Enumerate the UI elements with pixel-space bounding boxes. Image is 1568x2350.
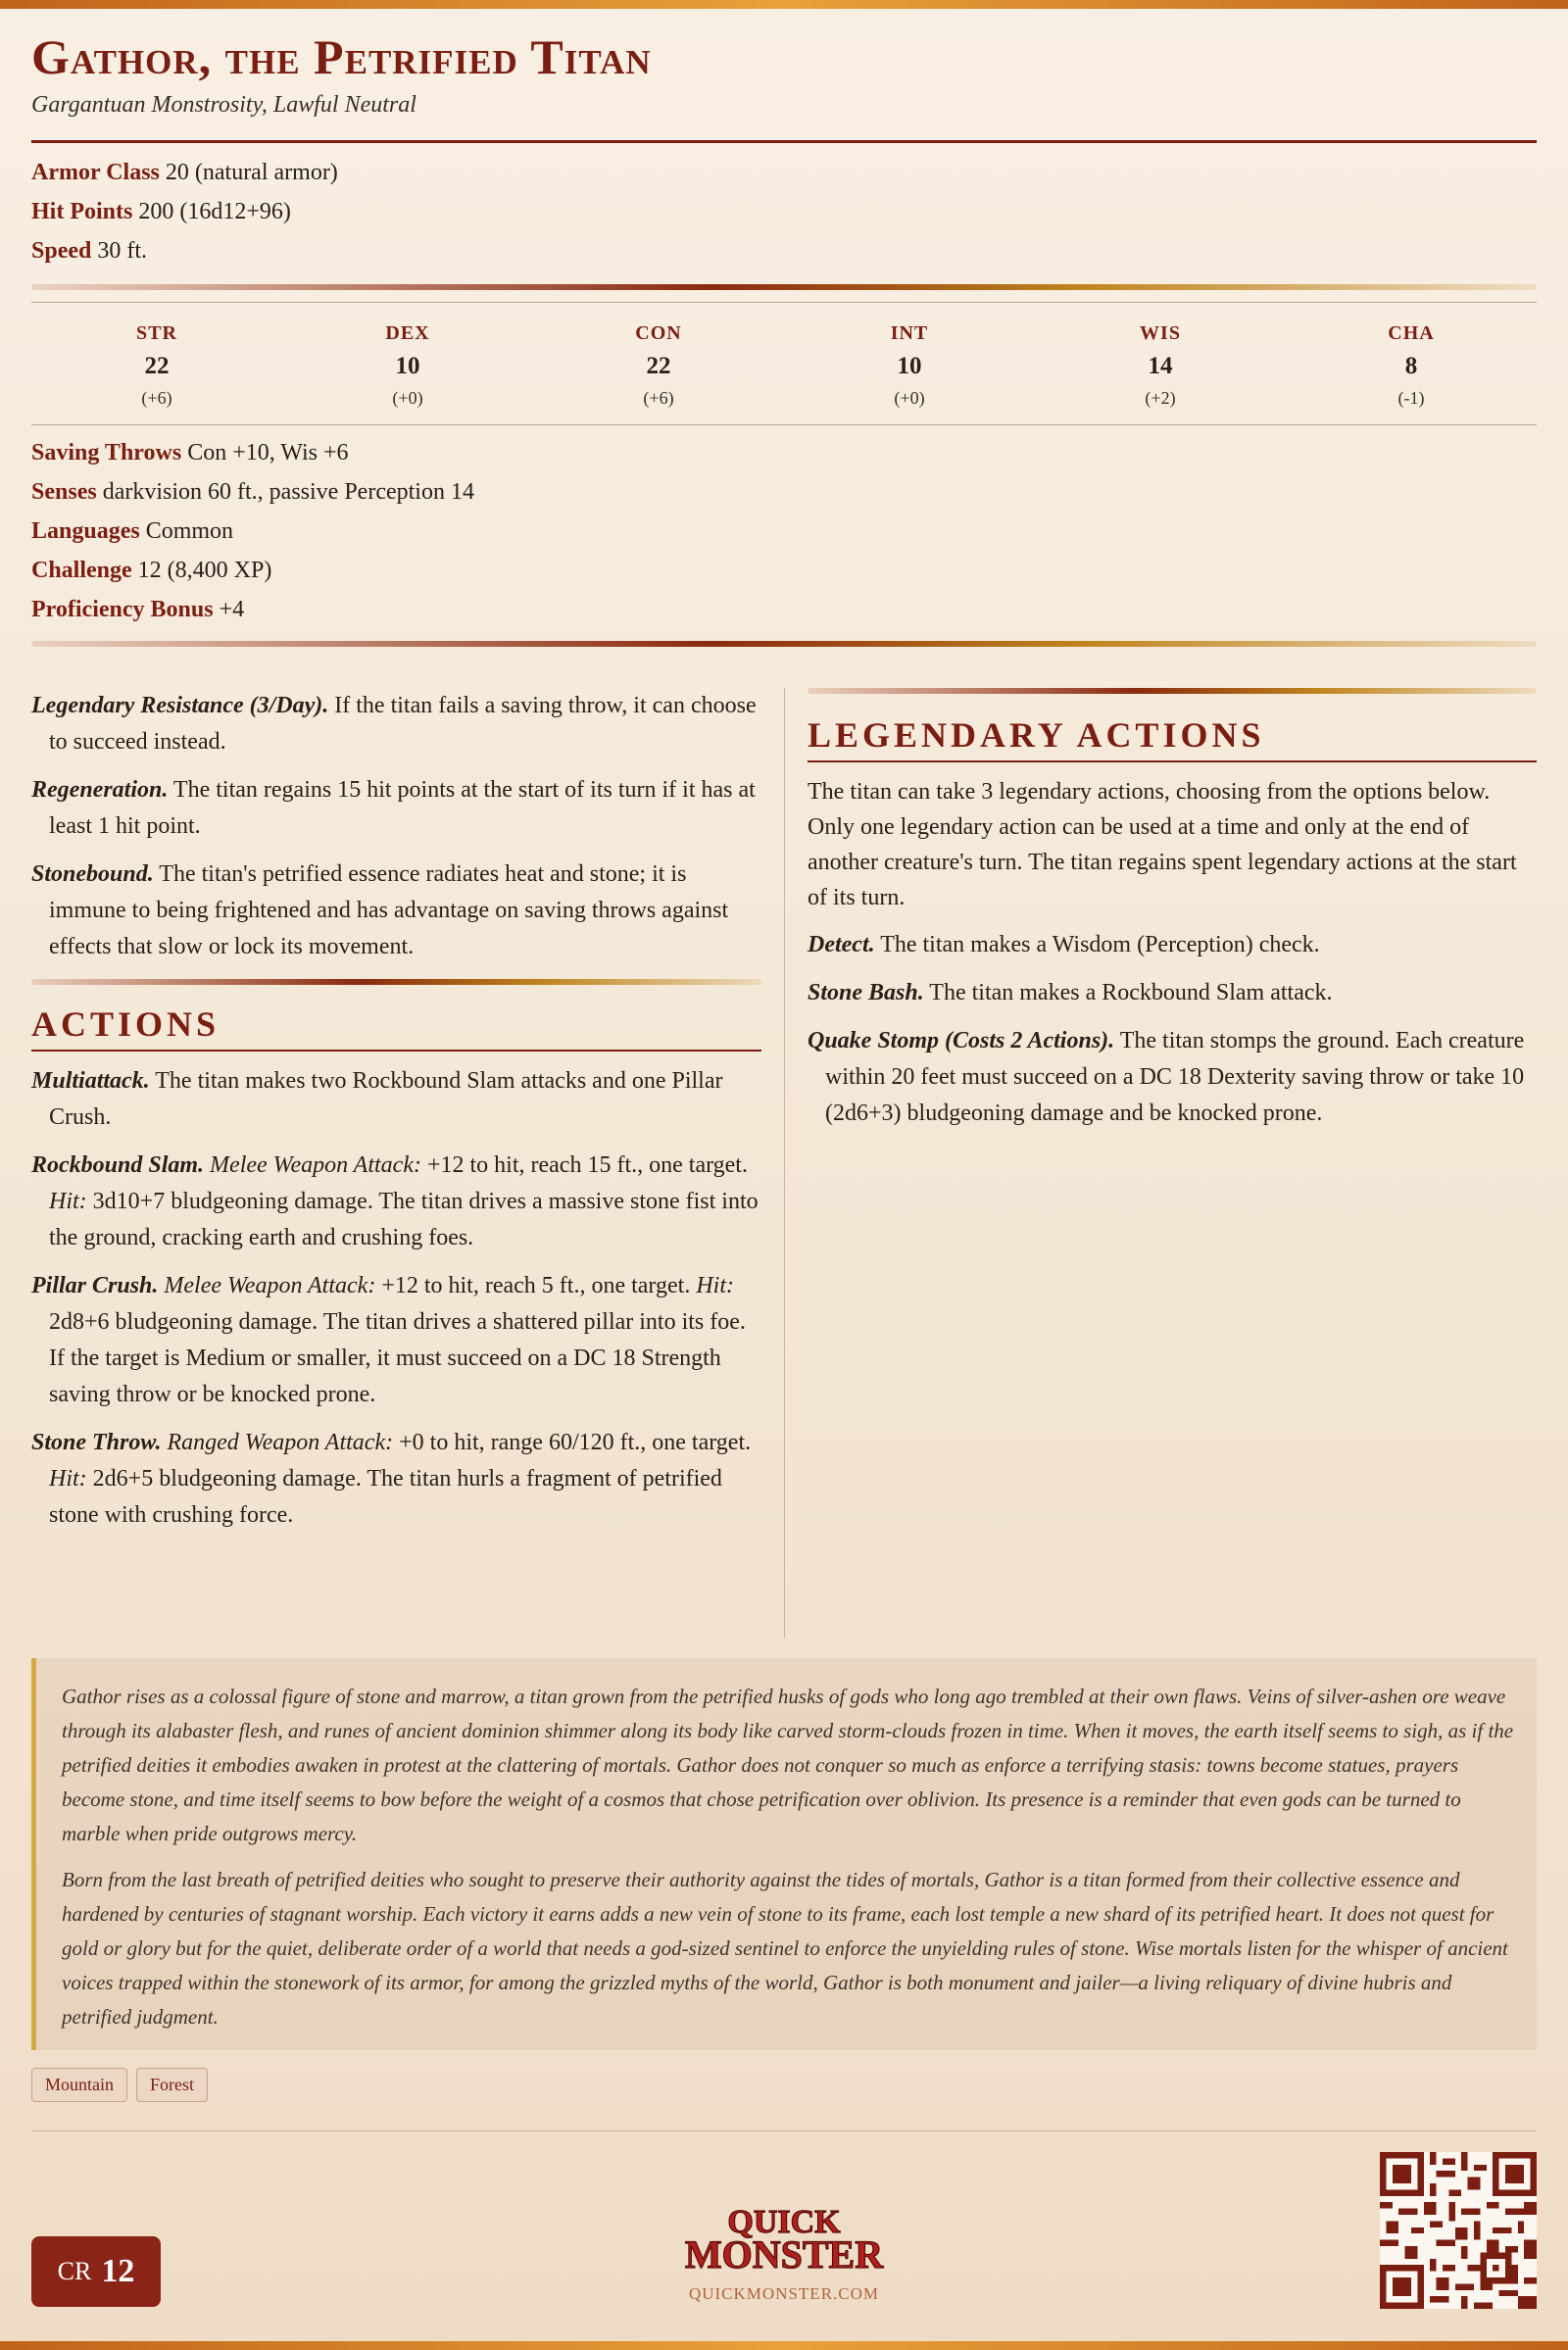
section-divider bbox=[31, 284, 1537, 290]
qr-code-icon[interactable] bbox=[1380, 2152, 1537, 2309]
stat-value: Con +10, Wis +6 bbox=[187, 440, 349, 465]
ability-mod: (+0) bbox=[894, 388, 925, 408]
ability-mod: (+6) bbox=[141, 388, 172, 408]
attack-stats: +0 to hit, range 60/120 ft., one target. bbox=[399, 1430, 752, 1455]
legendary-text: The titan makes a Wisdom (Perception) check. bbox=[880, 932, 1320, 957]
attack-stats: +12 to hit, reach 5 ft., one target. bbox=[381, 1273, 691, 1298]
ability-wis bbox=[1035, 303, 1286, 424]
actions-heading: ACTIONS bbox=[31, 1003, 761, 1052]
legendary-detect bbox=[808, 927, 1537, 963]
trait-text: The titan regains 15 hit points at the start of its turn if it has at least 1 hit point. bbox=[49, 777, 756, 839]
stat-label: Languages bbox=[31, 518, 140, 544]
action-name: Rockbound Slam. bbox=[31, 1152, 205, 1178]
ability-score: 10 bbox=[897, 353, 922, 379]
ability-name: CON bbox=[635, 322, 682, 344]
ability-score: 22 bbox=[144, 353, 170, 379]
legendary-intro: The titan can take 3 legendary actions, choosing from the options below. Only one legendary action can be used at a time and only at the end of another creature's turn. The titan regains spent legendary actions at the start of its turn. bbox=[808, 779, 1517, 910]
legendary-stone-bash bbox=[808, 975, 1537, 1011]
saving-throws-row bbox=[31, 433, 1537, 472]
speed-row bbox=[31, 231, 1537, 270]
quickmonster-logo[interactable] bbox=[652, 2199, 916, 2304]
column-divider bbox=[784, 688, 785, 1639]
ability-name: CHA bbox=[1388, 322, 1435, 344]
legendary-quake-stomp bbox=[808, 1023, 1537, 1132]
stat-label: Proficiency Bonus bbox=[31, 597, 214, 622]
action-name: Stone Throw. bbox=[31, 1430, 162, 1455]
action-name: Pillar Crush. bbox=[31, 1273, 159, 1298]
stat-value: 20 (natural armor) bbox=[165, 160, 338, 185]
monster-type: Gargantuan Monstrosity, Lawful Neutral bbox=[31, 92, 416, 118]
trait-text: The titan's petrified essence radiates heat and stone; it is immune to being frightened and has advantage on saving throws against effects that slow or lock its movement. bbox=[49, 861, 729, 959]
ability-score: 14 bbox=[1148, 353, 1173, 379]
action-multiattack bbox=[31, 1063, 761, 1136]
logo-line-2: MONSTER bbox=[684, 2232, 884, 2277]
trait-name: Legendary Resistance (3/Day). bbox=[31, 693, 329, 718]
legendary-text: The titan stomps the ground. Each creature within 20 feet must succeed on a DC 18 Dexterity saving throw or take 10 (2d6+3) bludgeoning damage and be knocked prone. bbox=[825, 1028, 1525, 1126]
trait-legendary-resistance bbox=[31, 688, 761, 760]
cr-value: 12 bbox=[101, 2253, 135, 2289]
title-divider bbox=[31, 140, 1537, 143]
stat-block-header bbox=[31, 27, 1537, 647]
ability-con bbox=[533, 303, 784, 424]
languages-row bbox=[31, 512, 1537, 551]
legendary-actions-heading: LEGENDARY ACTIONS bbox=[808, 713, 1537, 762]
trait-name: Regeneration. bbox=[31, 777, 169, 803]
stat-label: Hit Points bbox=[31, 199, 133, 224]
legendary-name: Quake Stomp (Costs 2 Actions). bbox=[808, 1028, 1115, 1053]
right-column bbox=[808, 688, 1537, 1144]
ability-mod: (+6) bbox=[643, 388, 674, 408]
section-divider bbox=[31, 641, 1537, 647]
legendary-text: The titan makes a Rockbound Slam attack. bbox=[929, 980, 1333, 1005]
lore-paragraph: Gathor rises as a colossal figure of stone and marrow, a titan grown from the petrified husks of gods who long ago trembled at their own flaws. Veins of silver-ashen ore weave through its alabaster flesh, and runes of ancient dominion shimmer along its body like carved storm-clouds frozen in time. When it moves, the earth itself seems to sigh, as if the petrified deities it embodies awaken in protest at the clattering of mortals. Gathor does not conquer so much as enforce a terrifying stasis: towns become statues, prayers become stone, and time itself seems to bow before the weight of a cosmos that chose petrification over oblivion. Its presence is a reminder that even gods can be turned to marble when pride outgrows mercy. bbox=[62, 1685, 1514, 1845]
action-text: 3d10+7 bludgeoning damage. The titan drives a massive stone fist into the ground, cracking earth and crushing foes. bbox=[49, 1189, 759, 1250]
stat-value: +4 bbox=[219, 597, 245, 622]
legendary-name: Detect. bbox=[808, 932, 875, 957]
action-pillar-crush bbox=[31, 1268, 761, 1413]
trait-stonebound bbox=[31, 857, 761, 965]
hit-points-row bbox=[31, 192, 1537, 231]
section-divider bbox=[808, 688, 1537, 694]
stat-label: Speed bbox=[31, 238, 92, 264]
challenge-rating-badge bbox=[31, 2236, 161, 2307]
cr-label: CR bbox=[57, 2257, 92, 2285]
attack-stats: +12 to hit, reach 15 ft., one target. bbox=[426, 1152, 748, 1178]
ability-score: 10 bbox=[395, 353, 420, 379]
ability-name: STR bbox=[136, 322, 177, 344]
armor-class-row bbox=[31, 153, 1537, 192]
ability-name: INT bbox=[890, 322, 929, 344]
action-rockbound-slam bbox=[31, 1148, 761, 1256]
two-column-body bbox=[31, 688, 1537, 1639]
action-name: Multiattack. bbox=[31, 1068, 150, 1094]
ability-score: 8 bbox=[1404, 353, 1418, 379]
footer-divider bbox=[31, 2130, 1537, 2131]
stat-value: Common bbox=[145, 518, 234, 544]
top-accent-bar bbox=[0, 0, 1568, 9]
attack-type: Melee Weapon Attack: bbox=[210, 1152, 421, 1178]
ability-name: DEX bbox=[385, 322, 430, 344]
actions-list bbox=[31, 1063, 761, 1534]
ability-mod: (+2) bbox=[1145, 388, 1176, 408]
abilities-bottom-line bbox=[31, 424, 1537, 425]
monster-name: Gathor, the Petrified Titan bbox=[31, 29, 652, 84]
hit-label: Hit: bbox=[49, 1189, 87, 1214]
bottom-accent-bar bbox=[0, 2341, 1568, 2350]
action-text: 2d6+5 bludgeoning damage. The titan hurls a fragment of petrified stone with crushing force. bbox=[49, 1466, 722, 1528]
detail-stats bbox=[31, 433, 1537, 629]
ability-str bbox=[31, 303, 282, 424]
ability-int bbox=[784, 303, 1035, 424]
basic-stats bbox=[31, 153, 1537, 270]
attack-type: Melee Weapon Attack: bbox=[164, 1273, 376, 1298]
left-column bbox=[31, 688, 761, 1545]
tag-forest[interactable]: Forest bbox=[136, 2068, 208, 2102]
stat-value: 200 (16d12+96) bbox=[138, 199, 291, 224]
stat-label: Armor Class bbox=[31, 160, 160, 185]
action-stone-throw bbox=[31, 1425, 761, 1534]
tag-list bbox=[31, 2068, 208, 2102]
stat-value: 12 (8,400 XP) bbox=[137, 558, 272, 583]
logo-line-1: QUICK bbox=[727, 2204, 841, 2240]
trait-name: Stonebound. bbox=[31, 861, 154, 887]
stat-label: Senses bbox=[31, 479, 97, 505]
stat-value: darkvision 60 ft., passive Perception 14 bbox=[102, 479, 474, 505]
ability-mod: (-1) bbox=[1397, 388, 1425, 408]
action-text: 2d8+6 bludgeoning damage. The titan drives a shattered pillar into its foe. If the target is Medium or smaller, it must succeed on a DC 18 Strength saving throw or be knocked prone. bbox=[49, 1309, 746, 1407]
ability-mod: (+0) bbox=[392, 388, 423, 408]
lore-paragraph: Born from the last breath of petrified deities who sought to preserve their authority against the tides of mortals, Gathor is a titan formed from their collective essence and hardened by centuries of stagnant worship. Each victory it earns adds a new vein of stone to its frame, each lost temple a new shard of its petrified heart. It does not quest for gold or glory but for the quiet, deliberate order of a world that needs a god-sized sentinel to enforce the unyielding rules of stone. Wise mortals listen for the whisper of ancient voices trapped within the stonework of its armor, for among the grizzled myths of the world, Gathor is both monument and jailer—a living reliquary of divine hubris and petrified judgment. bbox=[62, 1868, 1508, 2029]
section-divider bbox=[31, 979, 761, 985]
proficiency-row bbox=[31, 590, 1537, 629]
action-text: The titan makes two Rockbound Slam attacks and one Pillar Crush. bbox=[49, 1068, 723, 1130]
ability-cha bbox=[1286, 303, 1537, 424]
ability-score: 22 bbox=[646, 353, 671, 379]
attack-type: Ranged Weapon Attack: bbox=[167, 1430, 394, 1455]
ability-dex bbox=[282, 303, 533, 424]
challenge-row bbox=[31, 551, 1537, 590]
ability-name: WIS bbox=[1140, 322, 1181, 344]
legendary-name: Stone Bash. bbox=[808, 980, 924, 1005]
lore-panel bbox=[31, 1658, 1537, 2050]
ability-scores bbox=[31, 303, 1537, 424]
trait-regeneration bbox=[31, 772, 761, 845]
stat-value: 30 ft. bbox=[97, 238, 148, 264]
stat-label: Saving Throws bbox=[31, 440, 182, 465]
hit-label: Hit: bbox=[696, 1273, 734, 1298]
tag-mountain[interactable]: Mountain bbox=[31, 2068, 127, 2102]
stat-label: Challenge bbox=[31, 558, 132, 583]
senses-row bbox=[31, 472, 1537, 512]
hit-label: Hit: bbox=[49, 1466, 87, 1492]
site-url: QUICKMONSTER.COM bbox=[688, 2284, 880, 2303]
logo-wordmark bbox=[652, 2199, 916, 2277]
trait-text: If the titan fails a saving throw, it can choose to succeed instead. bbox=[49, 693, 757, 755]
